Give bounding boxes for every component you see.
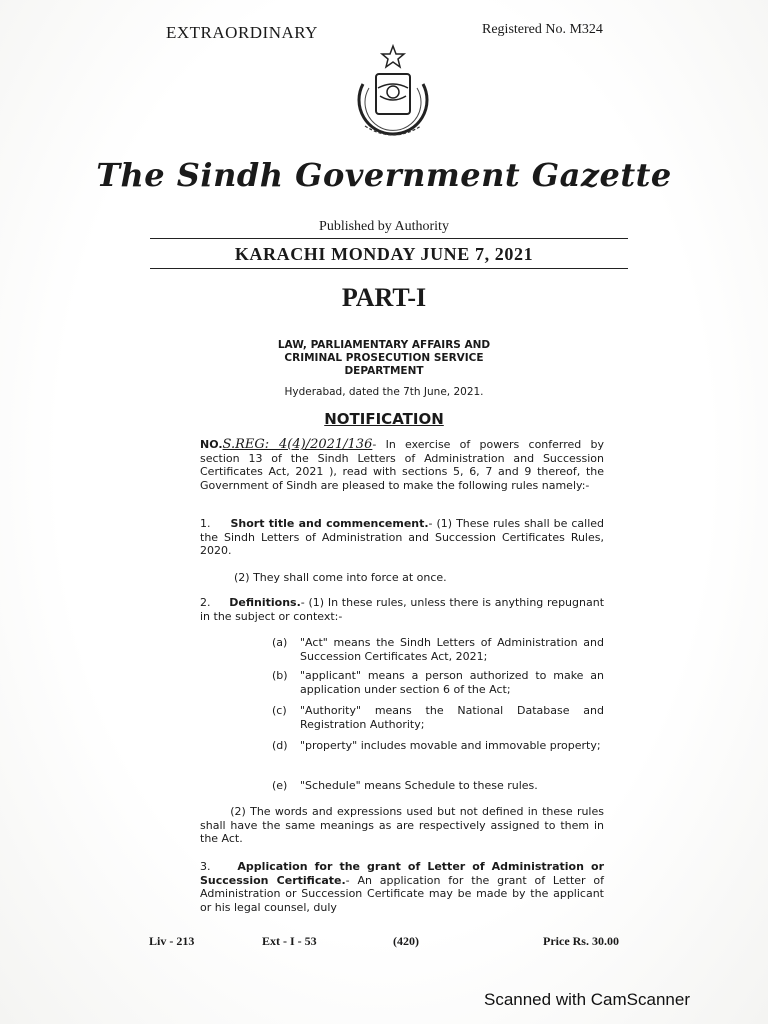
notification-no-prefix: NO. <box>200 438 223 451</box>
bottom-rule <box>150 268 628 269</box>
rule-1-title: Short title and commencement. <box>230 517 429 530</box>
rule-1-number: 1. <box>200 517 211 530</box>
gazette-title: The Sindh Government Gazette <box>96 156 672 194</box>
rule-3-title: Application for the grant of Letter of Administration or Succession Certificate. <box>200 860 604 887</box>
definition-item <box>272 669 604 696</box>
definition-text: "applicant" means a person authorized to make an application under section 6 of the Act; <box>300 669 604 696</box>
footer-price: Price Rs. 30.00 <box>543 934 619 948</box>
definition-item <box>272 636 604 663</box>
definition-item <box>272 704 604 731</box>
rule-1-subrule-2: (2) They shall come into force at once. <box>234 571 447 584</box>
definition-label: (b) <box>272 669 288 682</box>
camscanner-watermark: Scanned with CamScanner <box>483 990 690 1009</box>
rule-2-text: - (1) In these rules, unless there is anything repugnant in the subject or context:- <box>200 596 605 623</box>
top-rule <box>150 238 628 239</box>
part-heading: PART-I <box>341 283 427 312</box>
rule-2-subrule-2-text: (2) The words and expressions used but not defined in these rules shall have the same meanings as are respectively assigned to them in the Act. <box>200 805 604 846</box>
notification-heading: NOTIFICATION <box>324 410 444 428</box>
dateline: KARACHI MONDAY JUNE 7, 2021 <box>234 244 534 264</box>
definition-item <box>272 779 604 793</box>
definition-label: (c) <box>272 704 287 717</box>
rule-2-number: 2. <box>200 596 211 609</box>
department-line-2: CRIMINAL PROSECUTION SERVICE <box>284 352 484 364</box>
rule-3-number: 3. <box>200 860 211 873</box>
rule-1-text: - (1) These rules shall be called the Sindh Letters of Administration and Succession Certificates Rules, 2020. <box>200 517 605 558</box>
rule-2-subrule-2 <box>200 805 604 846</box>
definition-label: (e) <box>272 779 288 792</box>
definition-text: "Act" means the Sindh Letters of Administration and Succession Certificates Act, 2021; <box>300 636 604 663</box>
definition-text: "Schedule" means Schedule to these rules. <box>300 779 538 792</box>
rule-3-paragraph <box>200 860 604 914</box>
department-line-1: LAW, PARLIAMENTARY AFFAIRS AND <box>277 339 491 351</box>
registration-number: Registered No. M324 <box>482 22 603 37</box>
rule-2-paragraph <box>200 596 604 623</box>
published-by-authority: Published by Authority <box>319 219 449 234</box>
department-heading <box>0 339 768 378</box>
definition-text: "Authority" means the National Database and Registration Authority; <box>300 704 604 731</box>
footer-page-number: (420) <box>393 934 419 948</box>
definition-label: (a) <box>272 636 288 649</box>
notification-intro-text: - In exercise of powers conferred by section 13 of the Sindh Letters of Administration and Succession Certificates Act, 2021 ), read with sections 5, 6, 7 and 9 thereof, the Government of Sindh are pleased to make the following rules namely:- <box>200 438 605 492</box>
notification-intro <box>200 438 604 492</box>
place-and-date: Hyderabad, dated the 7th June, 2021. <box>284 386 484 398</box>
footer-code: Liv - 213 <box>149 934 195 948</box>
department-line-3: DEPARTMENT <box>344 365 424 377</box>
definition-label: (d) <box>272 739 288 752</box>
definition-item <box>272 739 604 753</box>
notification-number: S.REG: 4(4)/2021/136 <box>222 437 373 452</box>
extraordinary-label: EXTRAORDINARY <box>166 23 318 42</box>
rule-3-text: - An application for the grant of Letter of Administration or Succession Certificate may be made by the applicant or his legal counsel, duly <box>200 873 604 914</box>
definition-text: "property" includes movable and immovable property; <box>300 739 601 752</box>
rule-2-title: Definitions. <box>229 596 301 609</box>
footer-extraordinary-number: Ext - I - 53 <box>262 934 317 948</box>
rule-1-paragraph <box>200 517 604 558</box>
sindh-government-emblem-icon <box>345 44 441 148</box>
